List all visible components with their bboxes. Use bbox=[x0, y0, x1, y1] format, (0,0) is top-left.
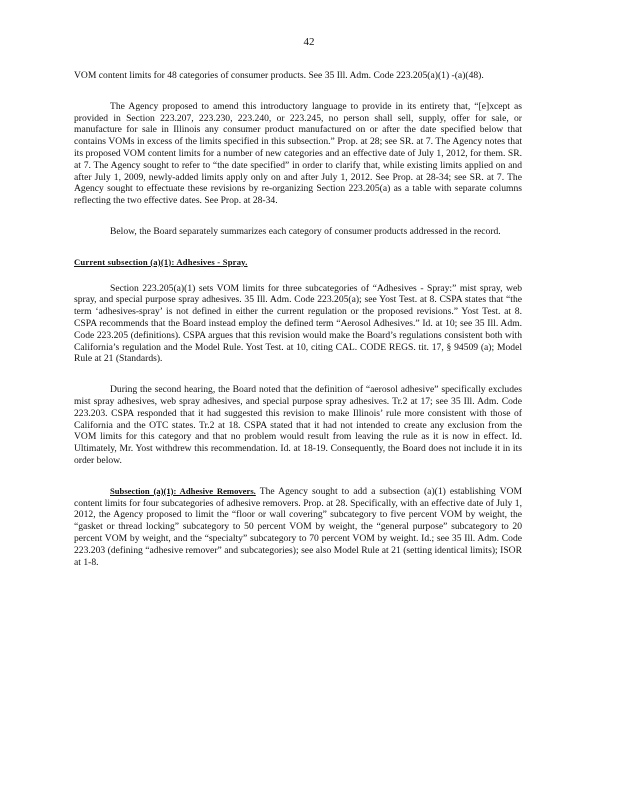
page-number: 42 bbox=[303, 36, 315, 48]
paragraph-adhesive-removers-text: The Agency sought to add a subsection (a)(1) establishing VOM content limits for four subcategories of adhesive removers. Prop. at 28. Specifically, with an effective date of July 1, 2012, the Agency proposed to limit the “floor or wall covering” subcategory to five percent VOM by weight, the “gasket or thread locking” subcategory to 50 percent VOM by weight, the “general purpose” subcategory to 20 percent VOM by weight, and the “specialty” subcategory to 70 percent VOM by weight. Id.; see 35 Ill. Adm. Code 223.203 (defining “adhesive remover” and subcategories); see also Model Rule at 21 (setting identical limits); ISOR at 1-8. bbox=[74, 485, 522, 568]
paragraph-second-hearing: During the second hearing, the Board noted that the definition of “aerosol adhesive” specifically excludes mist spray adhesives, web spray adhesives, and special purpose spray adhesives. Tr.2 at 17; see 35 Ill. Adm. Code 223.203. CSPA responded that it had suggested this revision to make Illinois’ rule more consistent with those of California and the OTC states. Tr.2 at 18. CSPA stated that it had not intended to create any exclusion from the VOM limits for this category and that no problem would result from leaving the rule as it is now in effect. Id. Ultimately, Mr. Yost withdrew this recommendation. Id. at 18-19. Consequently, the Board does not include it in its order below. bbox=[74, 384, 522, 466]
paragraph-vom-limits-intro: VOM content limits for 48 categories of consumer products. See 35 Ill. Adm. Code 223.205(a)(1) -(a)(48). bbox=[74, 70, 484, 81]
heading-adhesives-spray: Current subsection (a)(1): Adhesives - Spray. bbox=[74, 256, 248, 267]
paragraph-board-summary: Below, the Board separately summarizes each category of consumer products addressed in the record. bbox=[110, 225, 501, 237]
paragraph-agency-proposal: The Agency proposed to amend this introductory language to provide in its entirety that, “[e]xcept as provided in Section 223.207, 223.230, 223.240, or 223.245, no person shall sell, supply, offer for sale, or manufacture for sale in Illinois any consumer product manufactured on or after the date specified below that contains VOMs in excess of the limits specified in this subsection.” Prop. at 28; see SR. at 7. The Agency notes that its proposed VOM content limits for a number of new categories and an effective date of July 1, 2012, for them. SR. at 7. The Agency sought to refer to “the date specified” in order to clarify that, while existing limits applied on and after July 1, 2009, newly-added limits apply only on and after July 1, 2012. See Prop. at 28-34; see SR. at 7. The Agency sought to effectuate these revisions by re-organizing Section 223.205(a) as a table with separate columns reflecting the two effective dates. See Prop. at 28-34. bbox=[74, 100, 522, 207]
heading-adhesive-removers: Subsection (a)(1): Adhesive Removers. bbox=[110, 485, 256, 496]
document-body bbox=[74, 70, 522, 581]
section-heading-adhesives-spray bbox=[74, 257, 522, 269]
paragraph-adhesive-removers bbox=[74, 486, 522, 569]
paragraph-adhesives-spray: Section 223.205(a)(1) sets VOM limits for three subcategories of “Adhesives - Spray:” mist spray, web spray, and special purpose spray adhesives. 35 Ill. Adm. Code 223.205(a); see Yost Test. at 8. CSPA states that “the term ‘adhesives-spray’ is not defined in either the current regulation or the proposed revisions.” Yost Test. at 8. CSPA recommends that the Board instead employ the defined term “Aerosol Adhesives.” Id. at 10; see 35 Ill. Adm. Code 223.205 (definitions). CSPA argues that this revision would make the Board’s regulations consistent both with California’s regulation and the Model Rule. Yost Test. at 10, citing CAL. CODE REGS. tit. 17, § 94509 (a); Model Rule at 21 (Standards). bbox=[74, 282, 522, 365]
